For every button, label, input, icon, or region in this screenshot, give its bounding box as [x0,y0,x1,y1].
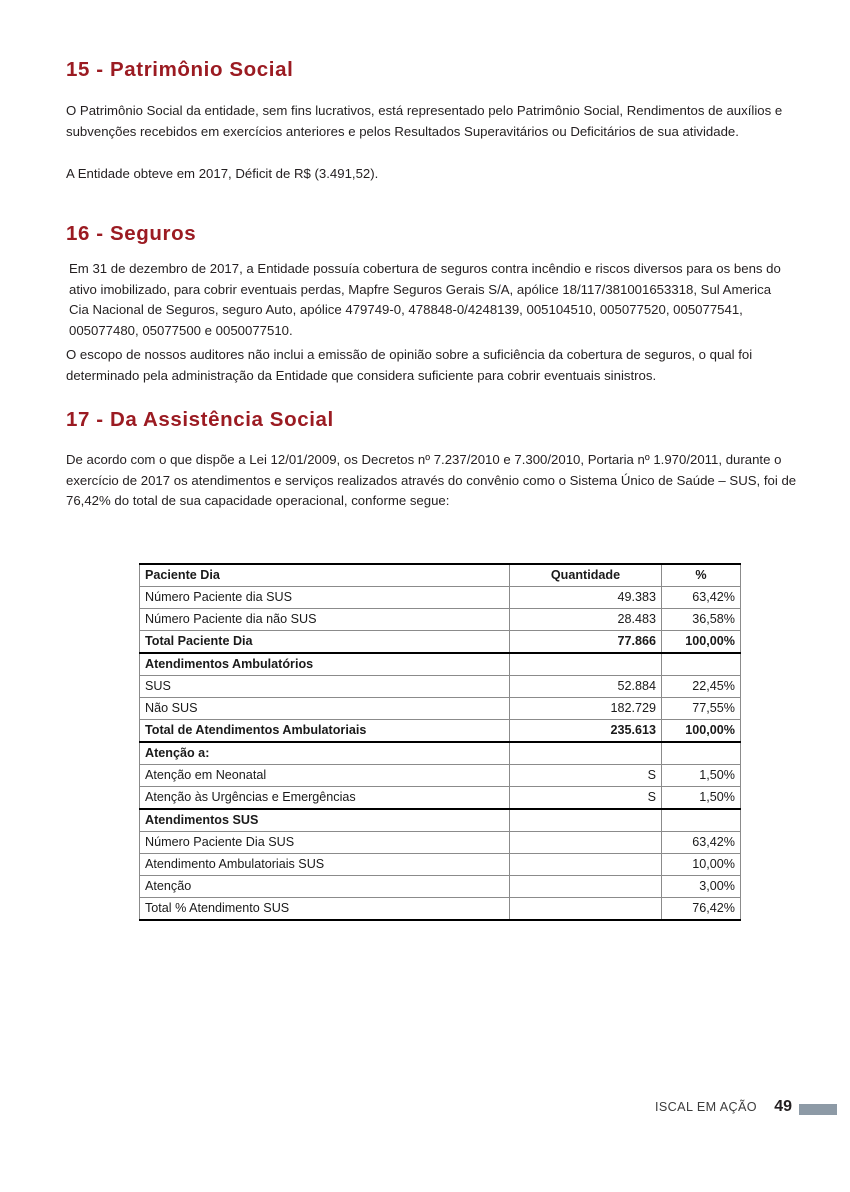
table-cell: 22,45% [662,676,741,698]
table-cell [510,832,662,854]
section-heading-17: 17 - Da Assistência Social [66,408,334,431]
table-column-header: % [662,564,741,587]
section-15-paragraph-1: O Patrimônio Social da entidade, sem fins lucrativos, está representado pelo Patrimônio Social, Rendimentos de auxílios e subvenções recebidos em exercícios anteriores e pelos Resultados Superavitários ou Deficitários de sua atividade. [66,103,783,139]
table-row [140,609,741,631]
footer-accent-bar [799,1104,837,1115]
table-cell: SUS [140,676,510,698]
section-heading-15: 15 - Patrimônio Social [66,58,294,81]
table-cell: 1,50% [662,765,741,787]
table-cell: 77,55% [662,698,741,720]
table-cell [510,854,662,876]
table-cell: 235.613 [510,720,662,743]
assistencia-social-table [139,563,741,921]
footer-page-number: 49 [774,1098,792,1115]
table-row [140,765,741,787]
table-cell: 49.383 [510,587,662,609]
table-row [140,832,741,854]
section-17-paragraph-1: De acordo com o que dispõe a Lei 12/01/2009, os Decretos nº 7.237/2010 e 7.300/2010, Portaria nº 1.970/2011, durante o exercício de 2017 os atendimentos e serviços realizados através do convênio como o Sistema Único de Saúde – SUS, foi de 76,42% do total de sua capacidade operacional, conforme segue: [66,452,797,508]
section-heading-16: 16 - Seguros [66,222,197,245]
table-header-row [140,564,741,587]
table-row [140,854,741,876]
table-cell: 182.729 [510,698,662,720]
table-cell: 28.483 [510,609,662,631]
table-row [140,676,741,698]
table-cell: Total Paciente Dia [140,631,510,654]
table-cell: 77.866 [510,631,662,654]
table-cell: 3,00% [662,876,741,898]
table-cell: 100,00% [662,631,741,654]
table-body [140,564,741,920]
table-row [140,631,741,654]
table-cell: Atendimentos Ambulatórios [140,653,510,676]
table-cell: Atenção a: [140,742,510,765]
table-cell: 52.884 [510,676,662,698]
section-16-paragraph-1: Em 31 de dezembro de 2017, a Entidade possuía cobertura de seguros contra incêndio e riscos diversos para os bens do ativo imobilizado, para cobrir eventuais perdas, Mapfre Seguros Gerais S/A, apólice 18/117/381001653318, Sul America Cia Nacional de Seguros, seguro Auto, apólice 479749-0, 478848-0/4248139, 005104510, 005077520, 005077541, 005077480, 05077500 e 0050077510. [69,261,781,338]
table-row [140,742,741,765]
table-row [140,787,741,810]
table-cell: 63,42% [662,832,741,854]
table-cell [510,898,662,921]
table-row [140,720,741,743]
table-row [140,809,741,832]
section-16-paragraph-2: O escopo de nossos auditores não inclui a emissão de opinião sobre a suficiência da cobertura de seguros, o qual foi determinado pela administração da Entidade que considera suficiente para cobrir eventuais sinistros. [66,347,753,383]
table-cell: Total % Atendimento SUS [140,898,510,921]
footer-publication-label: ISCAL EM AÇÃO [654,1100,757,1114]
table-cell: Atendimento Ambulatoriais SUS [140,854,510,876]
table-cell [510,653,662,676]
table-cell: Atenção [140,876,510,898]
table-cell: Número Paciente dia SUS [140,587,510,609]
table-cell [662,809,741,832]
table-cell: Número Paciente dia não SUS [140,609,510,631]
table-row [140,698,741,720]
table-cell: S [510,787,662,810]
table-cell: Não SUS [140,698,510,720]
table-cell: Número Paciente Dia SUS [140,832,510,854]
table-column-header: Quantidade [510,564,662,587]
table-cell: 10,00% [662,854,741,876]
table-row [140,653,741,676]
table-cell: 100,00% [662,720,741,743]
table-cell: 36,58% [662,609,741,631]
table-cell [510,742,662,765]
table-cell [662,742,741,765]
table-cell [510,876,662,898]
table-column-header: Paciente Dia [140,564,510,587]
table-cell: S [510,765,662,787]
table-row [140,898,741,921]
table-cell: Atenção às Urgências e Emergências [140,787,510,810]
table-cell: Atendimentos SUS [140,809,510,832]
table-row [140,587,741,609]
table-cell: Total de Atendimentos Ambulatoriais [140,720,510,743]
table-cell: Atenção em Neonatal [140,765,510,787]
section-15-paragraph-2: A Entidade obteve em 2017, Déficit de R$ (3.491,52). [66,166,379,181]
page-footer [0,1098,850,1120]
table-cell: 1,50% [662,787,741,810]
table-cell: 63,42% [662,587,741,609]
table-cell: 76,42% [662,898,741,921]
table-cell [662,653,741,676]
table-cell [510,809,662,832]
table-row [140,876,741,898]
